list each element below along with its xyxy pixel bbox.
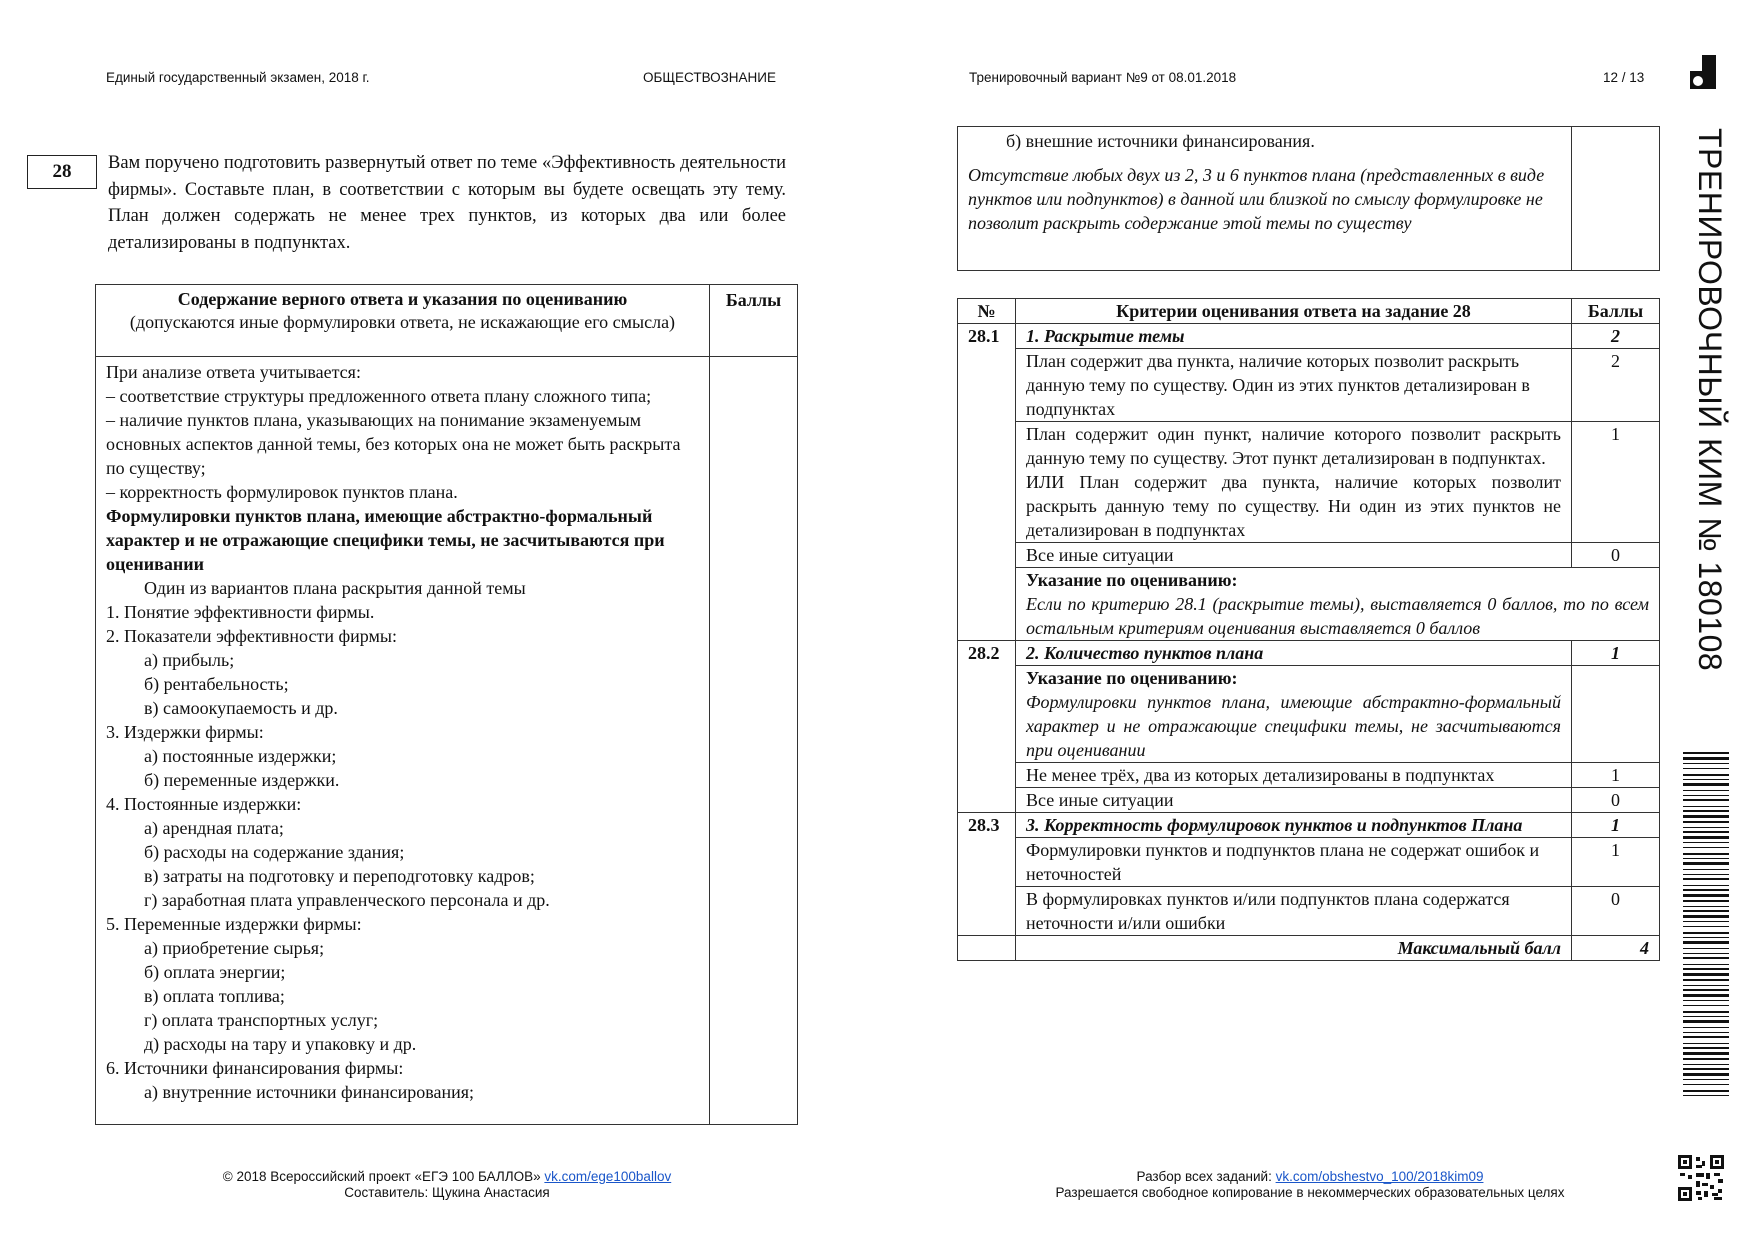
criterion-28-3-row-1: Формулировки пунктов и подпунктов плана не содержат ошибок и неточностей xyxy=(1016,838,1572,887)
criterion-28-1-note-title: Указание по оцениванию: xyxy=(1026,570,1238,590)
criterion-28-1-row-1-points: 1 xyxy=(1572,422,1660,543)
criterion-28-2-max: 1 xyxy=(1572,641,1660,666)
barcode-icon xyxy=(1683,752,1729,1098)
footer-review-label: Разбор всех заданий: xyxy=(1136,1169,1272,1184)
continuation-table xyxy=(957,126,1660,271)
plan-subitem: в) самоокупаемость и др. xyxy=(144,698,338,718)
criterion-28-1-row-0: Все иные ситуации xyxy=(1016,543,1572,568)
plan-subitem: д) расходы на тару и упаковку и др. xyxy=(144,1034,417,1054)
criterion-28-1-row-1a: План содержит один пункт, наличие которого позволит раскрыть данную тему по существу. Этот пункт детализирован в подпунктах. xyxy=(1026,424,1561,468)
footer-right-link[interactable]: vk.com/obshestvo_100/2018kim09 xyxy=(1275,1169,1484,1184)
vertical-kim-title: ТРЕНИРОВОЧНЫЙ КИМ № 180108 xyxy=(1692,128,1728,672)
answer-table-header-note: (допускаются иные формулировки ответа, не искажающие его смысла) xyxy=(129,312,676,332)
plan-subitem: б) переменные издержки. xyxy=(144,770,340,790)
plan-subitem: в) затраты на подготовку и переподготовку кадров; xyxy=(144,866,535,886)
criterion-28-2-row-1-points: 1 xyxy=(1572,763,1660,788)
criterion-28-2-num: 28.2 xyxy=(958,641,1016,813)
plan-item: 2. Показатели эффективности фирмы: xyxy=(106,626,397,646)
criterion-28-2-row-0-points: 0 xyxy=(1572,788,1660,813)
variant-title: Тренировочный вариант №9 от 08.01.2018 xyxy=(969,70,1237,85)
task-number: 28 xyxy=(27,155,97,189)
plan-list xyxy=(106,600,699,1104)
criterion-28-1-num: 28.1 xyxy=(958,324,1016,641)
plan-subitem: а) арендная плата; xyxy=(144,818,284,838)
answer-points-header: Баллы xyxy=(710,285,798,357)
task-text: Вам поручено подготовить развернутый ответ по теме «Эффективность деятельности фирмы». Составьте план, в соответствии с которым вы будете освещать эту тему. План должен содержать не менее трех пунктов, из которых два или более детализированы в подпунктах. xyxy=(108,153,786,253)
criterion-28-1-row-2: План содержит два пункта, наличие которых позволит раскрыть данную тему по существу. Один из этих пунктов детализирован в подпунктах xyxy=(1016,349,1572,422)
plan-subitem: а) внутренние источники финансирования; xyxy=(144,1082,475,1102)
continuation-note: Отсутствие любых двух из 2, 3 и 6 пунктов плана (представленных в виде пунктов или подпунктов) в данной или близкой по смыслу формулировке не позволит раскрыть содержание этой темы по существу xyxy=(968,165,1545,233)
answer-table xyxy=(95,284,798,1125)
criterion-28-1-title: 1. Раскрытие темы xyxy=(1016,324,1572,349)
criterion-28-3-row-0-points: 0 xyxy=(1572,887,1660,936)
plan-subitem: а) приобретение сырья; xyxy=(144,938,325,958)
criterion-28-1-row-2-points: 2 xyxy=(1572,349,1660,422)
plan-subitem: а) прибыль; xyxy=(144,650,235,670)
plan-item: 3. Издержки фирмы: xyxy=(106,722,264,742)
plan-subitem: б) рентабельность; xyxy=(144,674,289,694)
criterion-28-2-title: 2. Количество пунктов плана xyxy=(1016,641,1572,666)
max-score-value: 4 xyxy=(1572,936,1660,961)
plan-subitem: а) постоянные издержки; xyxy=(144,746,337,766)
plan-subitem: г) оплата транспортных услуг; xyxy=(144,1010,379,1030)
qr-code-icon xyxy=(1678,1155,1724,1201)
bold-note: Формулировки пунктов плана, имеющие абстрактно-формальный характер и не отражающие специфики темы, не засчитываются при оценивании xyxy=(106,506,665,574)
footer-right xyxy=(1020,1169,1600,1201)
analysis-item: – корректность формулировок пунктов плана. xyxy=(106,482,458,502)
plan-subitem: б) оплата энергии; xyxy=(144,962,286,982)
criterion-28-1-row-0-points: 0 xyxy=(1572,543,1660,568)
criterion-28-1-row-1b: ИЛИ План содержит два пункта, наличие которых позволит раскрыть данную тему по существу. Ни один из этих пунктов не детализирован в подпунктах xyxy=(1026,472,1561,540)
max-score-num-cell xyxy=(958,936,1016,961)
plan-item-6b: б) внешние источники финансирования. xyxy=(1006,131,1315,151)
page-number: 12 / 13 xyxy=(1603,70,1645,85)
footer-left-link[interactable]: vk.com/ege100ballov xyxy=(544,1169,672,1184)
footer-license: Разрешается свободное копирование в некоммерческих образовательных целях xyxy=(1055,1185,1565,1200)
plan-subitem: в) оплата топлива; xyxy=(144,986,285,1006)
answer-table-header: Содержание верного ответа и указания по оцениванию xyxy=(177,289,628,309)
plan-item: 6. Источники финансирования фирмы: xyxy=(106,1058,404,1078)
criterion-28-2-note: Формулировки пунктов плана, имеющие абстрактно-формальный характер и не отражающие специфики темы, не засчитываются при оценивании xyxy=(1026,692,1561,760)
criterion-28-2-row-1: Не менее трёх, два из которых детализированы в подпунктах xyxy=(1016,763,1572,788)
plan-item: 1. Понятие эффективности фирмы. xyxy=(106,602,375,622)
plan-intro: Один из вариантов плана раскрытия данной темы xyxy=(144,578,526,598)
criterion-28-1-max: 2 xyxy=(1572,324,1660,349)
criterion-28-2-row-0: Все иные ситуации xyxy=(1016,788,1572,813)
criterion-28-3-max: 1 xyxy=(1572,813,1660,838)
footer-copyright: © 2018 Всероссийский проект «ЕГЭ 100 БАЛЛОВ» xyxy=(222,1169,541,1184)
criterion-28-2-note-title: Указание по оцениванию: xyxy=(1026,668,1238,688)
criterion-28-3-row-0: В формулировках пунктов и/или подпунктов плана содержатся неточности и/или ошибки xyxy=(1016,887,1572,936)
footer-left xyxy=(205,1169,689,1201)
answer-points-cell xyxy=(710,357,798,1125)
logo-icon xyxy=(1690,55,1716,89)
plan-subitem: г) заработная плата управленческого персонала и др. xyxy=(144,890,550,910)
continuation-points-cell xyxy=(1572,127,1660,271)
answer-content-cell xyxy=(96,357,710,1125)
exam-title: Единый государственный экзамен, 2018 г. xyxy=(106,70,370,85)
criteria-col-num: № xyxy=(958,299,1016,324)
plan-item: 4. Постоянные издержки: xyxy=(106,794,302,814)
analysis-item: – наличие пунктов плана, указывающих на понимание экзаменуемым основных аспектов данной темы, без которых она не может быть раскрыта по существу; xyxy=(106,410,681,478)
criterion-28-2-note-points xyxy=(1572,666,1660,763)
analysis-item: При анализе ответа учитывается: xyxy=(106,362,361,382)
max-score-label: Максимальный балл xyxy=(1016,936,1572,961)
criterion-28-3-row-1-points: 1 xyxy=(1572,838,1660,887)
criterion-28-3-num: 28.3 xyxy=(958,813,1016,936)
criterion-28-1-note: Если по критерию 28.1 (раскрытие темы), выставляется 0 баллов, то по всем остальным критериям оценивания выставляется 0 баллов xyxy=(1026,594,1649,638)
criterion-28-3-title: 3. Корректность формулировок пунктов и подпунктов Плана xyxy=(1016,813,1572,838)
footer-author: Составитель: Щукина Анастасия xyxy=(344,1185,550,1200)
criteria-table xyxy=(957,298,1660,961)
plan-item: 5. Переменные издержки фирмы: xyxy=(106,914,362,934)
analysis-item: – соответствие структуры предложенного ответа плану сложного типа; xyxy=(106,386,652,406)
subject-title: ОБЩЕСТВОЗНАНИЕ xyxy=(643,70,776,85)
plan-subitem: б) расходы на содержание здания; xyxy=(144,842,405,862)
criteria-col-title: Критерии оценивания ответа на задание 28 xyxy=(1016,299,1572,324)
criteria-col-points: Баллы xyxy=(1572,299,1660,324)
analysis-list xyxy=(106,360,699,504)
